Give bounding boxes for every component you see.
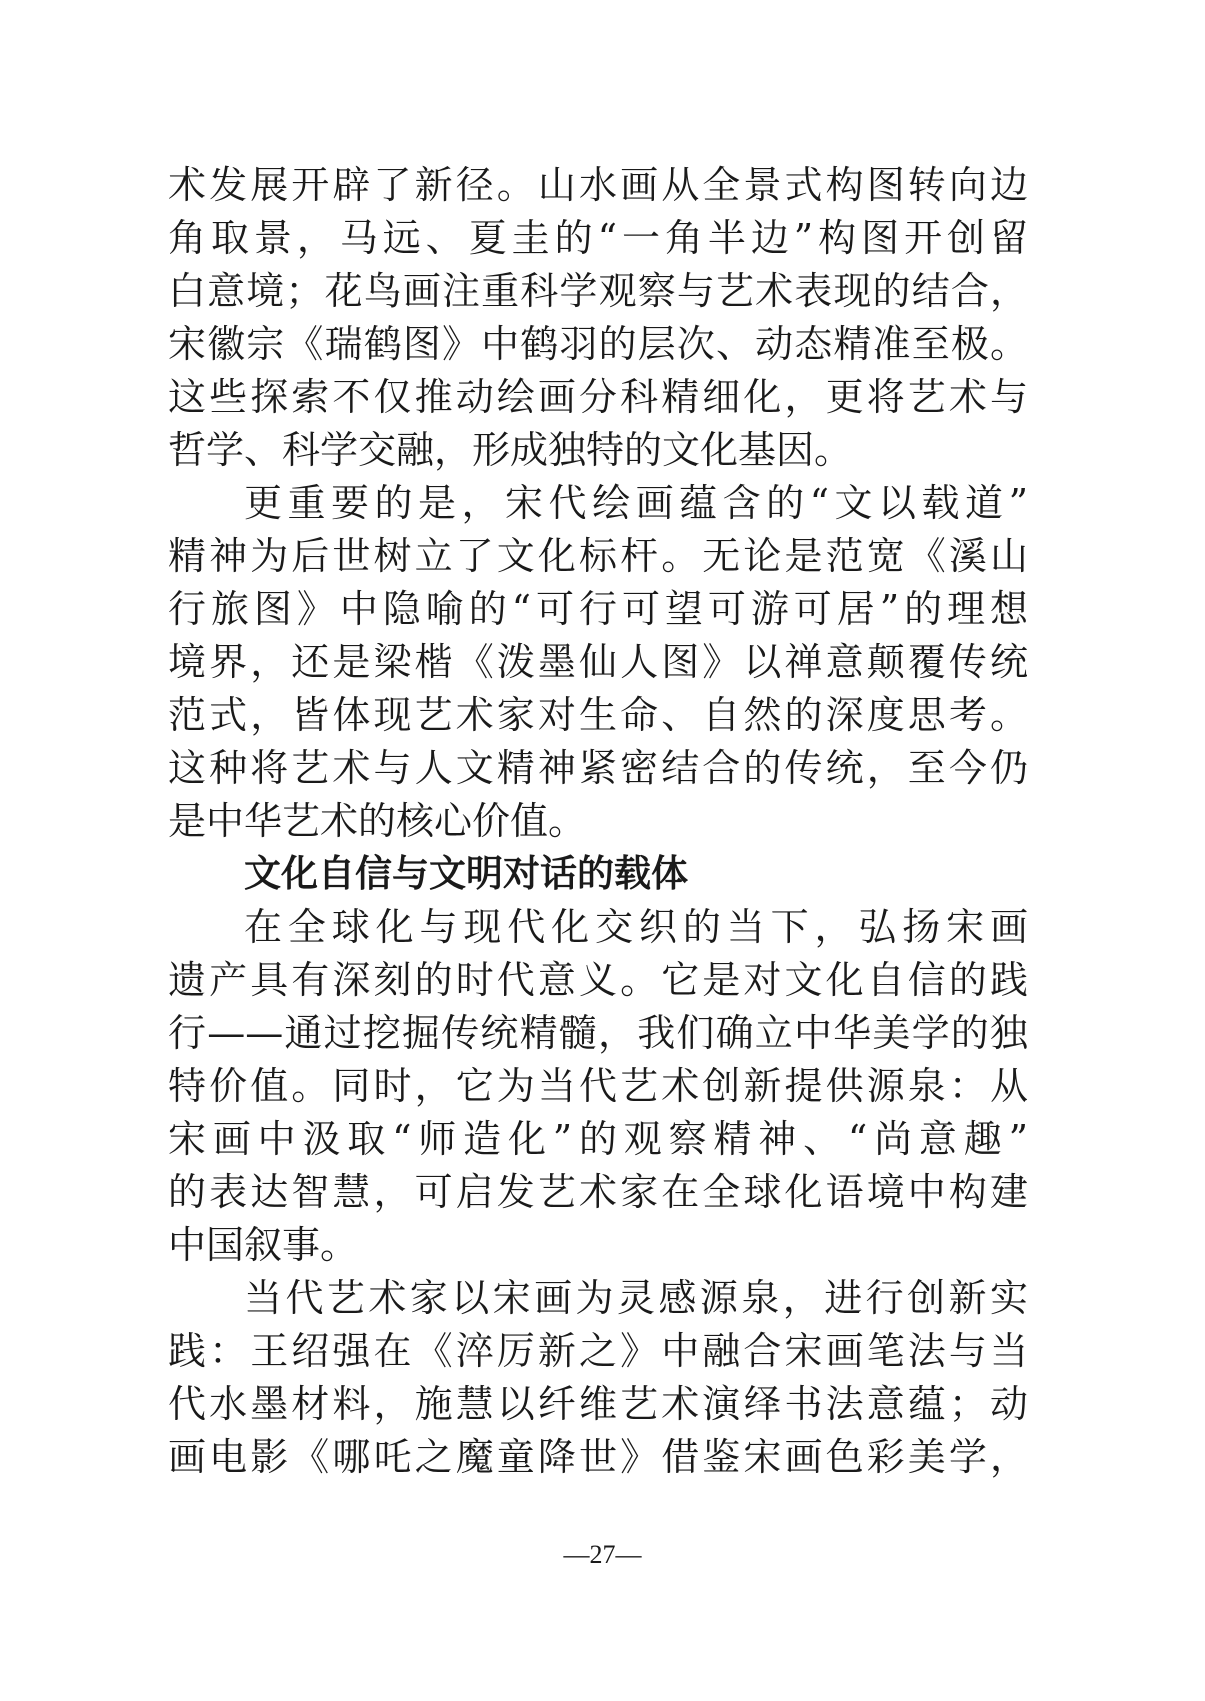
paragraph-1-line-5: 这些探索不仅推动绘画分科精细化，更将艺术与	[168, 375, 1028, 419]
paragraph-1-line-6: 哲学、科学交融，形成独特的文化基因。	[168, 428, 853, 472]
section-paragraph-1-line-7: 中国叙事。	[168, 1223, 359, 1267]
section-paragraph-1-line-3: 行——通过挖掘传统精髓，我们确立中华美学的独	[168, 1011, 1028, 1055]
paragraph-1-line-4: 宋徽宗《瑞鹤图》中鹤羽的层次、动态精准至极。	[168, 322, 1028, 366]
section-paragraph-2-line-1: 当代艺术家以宋画为灵感源泉，进行创新实	[244, 1276, 1028, 1320]
paragraph-2-line-2: 精神为后世树立了文化标杆。无论是范宽《溪山	[168, 534, 1028, 578]
section-paragraph-2-line-3: 代水墨材料，施慧以纤维艺术演绎书法意蕴；动	[168, 1382, 1028, 1426]
section-paragraph-1-line-6: 的表达智慧，可启发艺术家在全球化语境中构建	[168, 1170, 1028, 1214]
section-paragraph-1-line-5: 宋画中汲取“师造化”的观察精神、“尚意趣”	[168, 1117, 1028, 1161]
section-paragraph-1-line-2: 遗产具有深刻的时代意义。它是对文化自信的践	[168, 958, 1028, 1002]
paragraph-1-line-2: 角取景，马远、夏圭的“一角半边”构图开创留	[168, 216, 1028, 260]
paragraph-1-line-3: 白意境；花鸟画注重科学观察与艺术表现的结合，	[168, 269, 1028, 313]
paragraph-2-line-7: 是中华艺术的核心价值。	[168, 799, 587, 843]
page-number: —27—	[563, 1540, 642, 1569]
section-paragraph-1-line-4: 特价值。同时，它为当代艺术创新提供源泉：从	[168, 1064, 1028, 1108]
section-heading: 文化自信与文明对话的载体	[244, 852, 688, 895]
paragraph-2-line-1: 更重要的是，宋代绘画蕴含的“文以载道”	[244, 481, 1028, 525]
paragraph-2-line-4: 境界，还是梁楷《泼墨仙人图》以禅意颠覆传统	[168, 640, 1028, 684]
section-paragraph-2-line-2: 践：王绍强在《淬厉新之》中融合宋画笔法与当	[168, 1329, 1028, 1373]
section-paragraph-1-line-1: 在全球化与现代化交织的当下，弘扬宋画	[244, 905, 1028, 949]
paragraph-2-line-6: 这种将艺术与人文精神紧密结合的传统，至今仍	[168, 746, 1028, 790]
paragraph-2-line-3: 行旅图》中隐喻的“可行可望可游可居”的理想	[168, 587, 1028, 631]
paragraph-1-line-1: 术发展开辟了新径。山水画从全景式构图转向边	[168, 163, 1028, 207]
paragraph-2-line-5: 范式，皆体现艺术家对生命、自然的深度思考。	[168, 693, 1028, 737]
section-paragraph-2-line-4: 画电影《哪吒之魔童降世》借鉴宋画色彩美学，	[168, 1435, 1028, 1479]
